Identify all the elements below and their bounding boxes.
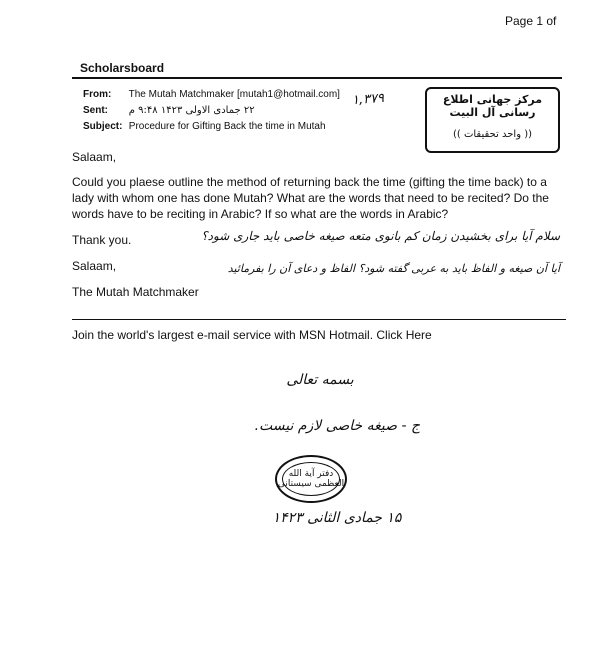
closing-text: Salaam, [72, 259, 117, 273]
header-divider [72, 77, 562, 79]
thanks-text: Thank you. [72, 233, 132, 247]
subject-row [83, 121, 326, 132]
subject-label: Subject: [83, 121, 123, 132]
question-text: Could you plaese outline the method of returning back the time (gifting the time back) to a lady with whom one has done Mutah? What are the words that need to be recited? Do the words have to be reciting in Arabic? If so what are the words in Arabic? [72, 175, 549, 221]
answer-text: ج - صیغه خاصی لازم نیست. [254, 418, 420, 434]
from-row [83, 89, 340, 100]
office-stamp-line1: مرکز جهانی اطلاع رسانی آل البیت [442, 93, 543, 119]
subject-value: Procedure for Gifting Back the time in Mutah [128, 121, 326, 132]
handwritten-line-1: سلام آیا برای بخشیدن زمان کم بانوی متعه صیغه خاصی باید جاری شود؟ [201, 229, 560, 243]
office-stamp [425, 87, 560, 153]
reference-number: ۱,۳۷۹ [351, 90, 385, 109]
answer-heading: بسمه تعالی [286, 372, 354, 388]
sent-label: Sent: [83, 105, 108, 116]
greeting: Salaam, [72, 150, 117, 164]
from-value: The Mutah Matchmaker [mutah1@hotmail.com] [128, 89, 340, 100]
signature-text: The Mutah Matchmaker [72, 285, 199, 299]
page-number: Page 1 of [505, 14, 557, 28]
seal-text: دفتر آیة الله العظمی سیستانی [277, 469, 345, 489]
from-label: From: [83, 89, 112, 100]
office-stamp-line2: (( واحد تحقیقات )) [452, 129, 532, 140]
brand-title: Scholarsboard [80, 61, 165, 75]
sent-row [83, 105, 255, 116]
sent-value: ۲۲ جمادی الاولی ۱۴۲۳ ۹:۴۸ م [128, 105, 255, 116]
footer-divider [72, 319, 566, 320]
footer-ad: Join the world's largest e-mail service with MSN Hotmail. Click Here [72, 328, 432, 342]
seal-stamp [275, 455, 347, 503]
answer-date: ۱۵ جمادی الثانی ۱۴۲۳ [272, 510, 402, 526]
handwritten-line-2: آیا آن صیغه و الفاظ باید به عربی گفته شود؟ الفاظ و دعای آن را بفرمائید [227, 262, 560, 275]
